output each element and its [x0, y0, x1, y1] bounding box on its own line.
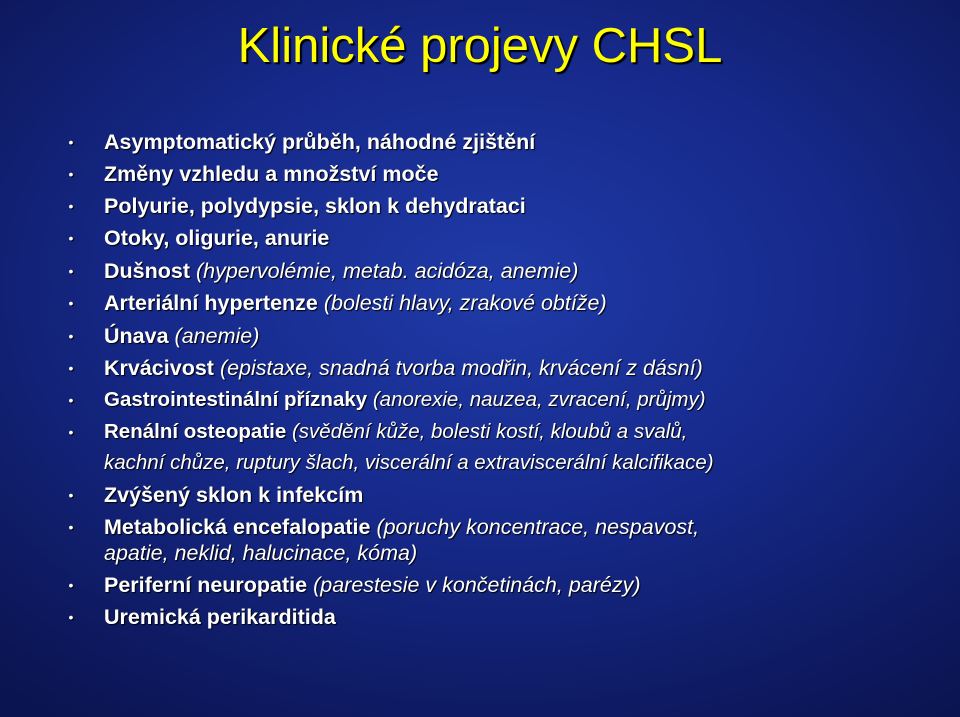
bullet-icon: •: [68, 360, 74, 376]
slide-title: Klinické projevy CHSL: [237, 19, 723, 73]
bullet-icon: •: [68, 166, 74, 182]
bullet-icon: •: [68, 519, 74, 535]
item-main: Únava: [104, 324, 169, 348]
item-detail: (bolesti hlavy, zrakové obtíže): [323, 291, 607, 315]
item-main: Krvácivost: [104, 356, 214, 380]
bullet-icon: •: [68, 392, 74, 408]
bullet-icon: •: [68, 198, 74, 214]
item-detail: (parestesie v končetinách, parézy): [313, 573, 641, 597]
item-detail: (epistaxe, snadná tvorba modřin, krvácení z dásní): [219, 356, 703, 380]
bullet-icon: •: [68, 134, 74, 150]
item-detail: (svědění kůže, bolesti kostí, kloubů a svalů,: [291, 420, 688, 443]
item-main: Gastrointestinální příznaky: [104, 388, 368, 411]
item-main: Otoky, oligurie, anurie: [104, 226, 330, 250]
item-detail: (anemie): [174, 324, 260, 348]
item-detail: (anorexie, nauzea, zvracení, průjmy): [372, 388, 706, 411]
bullet-icon: •: [68, 424, 74, 440]
item-detail-continuation: apatie, neklid, halucinace, kóma): [104, 541, 418, 565]
item-main: Arteriální hypertenze: [104, 291, 318, 315]
item-main: Periferní neuropatie: [104, 573, 308, 597]
item-main: Dušnost: [104, 259, 190, 283]
item-main: Uremická perikarditida: [104, 605, 336, 629]
item-detail: (poruchy koncentrace, nespavost,: [376, 515, 700, 539]
bullet-icon: •: [68, 328, 74, 344]
bullet-icon: •: [68, 263, 74, 279]
item-main: Změny vzhledu a množství moče: [104, 162, 439, 186]
item-main: Metabolická encefalopatie: [104, 515, 371, 539]
item-detail-continuation: kachní chůze, ruptury šlach, viscerální a extraviscerální kalcifikace): [104, 451, 714, 474]
item-main: Zvýšený sklon k infekcím: [104, 483, 364, 507]
bullet-icon: •: [68, 577, 74, 593]
item-detail: (hypervolémie, metab. acidóza, anemie): [195, 259, 579, 283]
item-main: Polyurie, polydypsie, sklon k dehydrataci: [104, 194, 526, 218]
bullet-icon: •: [68, 230, 74, 246]
bullet-icon: •: [68, 487, 74, 503]
bullet-icon: •: [68, 609, 74, 625]
item-main: Renální osteopatie: [104, 420, 287, 443]
bullet-icon: •: [68, 295, 74, 311]
item-main: Asymptomatický průběh, náhodné zjištění: [104, 130, 536, 154]
